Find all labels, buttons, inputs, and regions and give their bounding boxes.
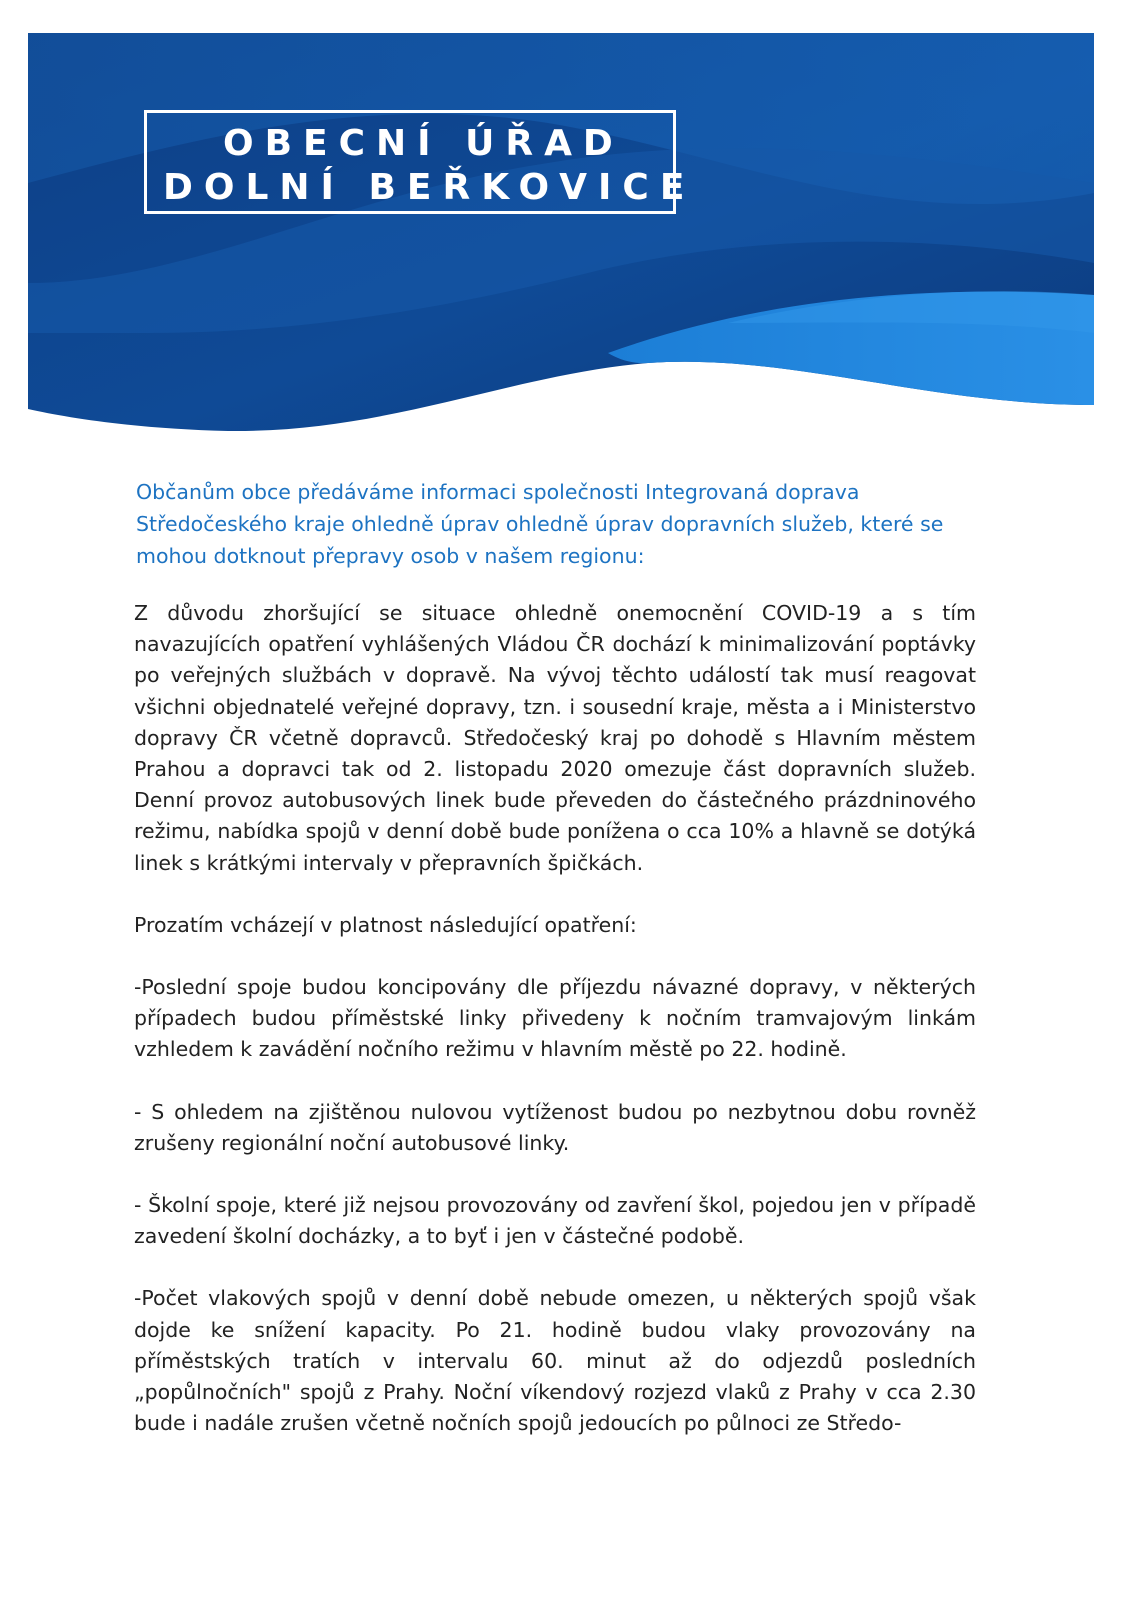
body-content (134, 598, 976, 1439)
paragraph-measures-heading: Prozatím vcházejí v platnost následující opatření: (134, 912, 637, 937)
paragraph-night-lines: - S ohledem na zjištěnou nulovou vytíženost budou po nezbytnou dobu rovněž zrušeny regionální noční autobusové linky. (134, 1099, 976, 1155)
header-banner (28, 33, 1094, 433)
office-title-box (144, 110, 696, 214)
paragraph-train-connections: -Počet vlakových spojů v denní době nebude omezen, u některých spojů však dojde ke snížení kapacity. Po 21. hodině budou vlaky provozovány na příměstských tratích v intervalu 60. minut až do odjezdů posledních „popůlnočních" spojů z Prahy. Noční víkendový rozjezd vlaků z Prahy v cca 2.30 bude i nadále zrušen včetně nočních spojů jedoucích po půlnoci ze Středo- (134, 1286, 976, 1436)
intro-text: Občanům obce předáváme informaci společnosti Integrovaná doprava Středočeského kraje ohledně úprav ohledně úprav dopravních služeb, které se mohou dotknout přepravy osob v našem regionu: (136, 480, 944, 568)
office-title-line2: DOLNÍ BEŘKOVICE (163, 167, 696, 208)
paragraph-situation: Z důvodu zhoršující se situace ohledně onemocnění COVID-19 a s tím navazujících opatření vyhlášených Vládou ČR dochází k minimalizování poptávky po veřejných službách v dopravě. Na vývoj těchto událostí tak musí reagovat všichni objednatelé veřejné dopravy, tzn. i sousední kraje, města a i Ministerstvo dopravy ČR včetně dopravců. Středočeský kraj po dohodě s Hlavním městem Prahou a dopravci tak od 2. listopadu 2020 omezuje část dopravních služeb. Denní provoz autobusových linek bude převeden do částečného prázdninového režimu, nabídka spojů v denní době bude ponížena o cca 10% a hlavně se dotýká linek s krátkými intervaly v přepravních špičkách. (134, 601, 976, 875)
paragraph-school-connections: - Školní spoje, které již nejsou provozovány od zavření škol, pojedou jen v případě zavedení školní docházky, a to byť i jen v částečné podobě. (134, 1193, 976, 1249)
paragraph-last-connections: -Poslední spoje budou koncipovány dle příjezdu návazné dopravy, v některých případech budou příměstské linky přivedeny k nočním tramvajovým linkám vzhledem k zavádění nočního režimu v hlavním městě po 22. hodině. (134, 975, 976, 1062)
wave-banner-graphic (28, 33, 1094, 433)
office-title-line1: OBECNÍ ÚŘAD (223, 123, 624, 164)
